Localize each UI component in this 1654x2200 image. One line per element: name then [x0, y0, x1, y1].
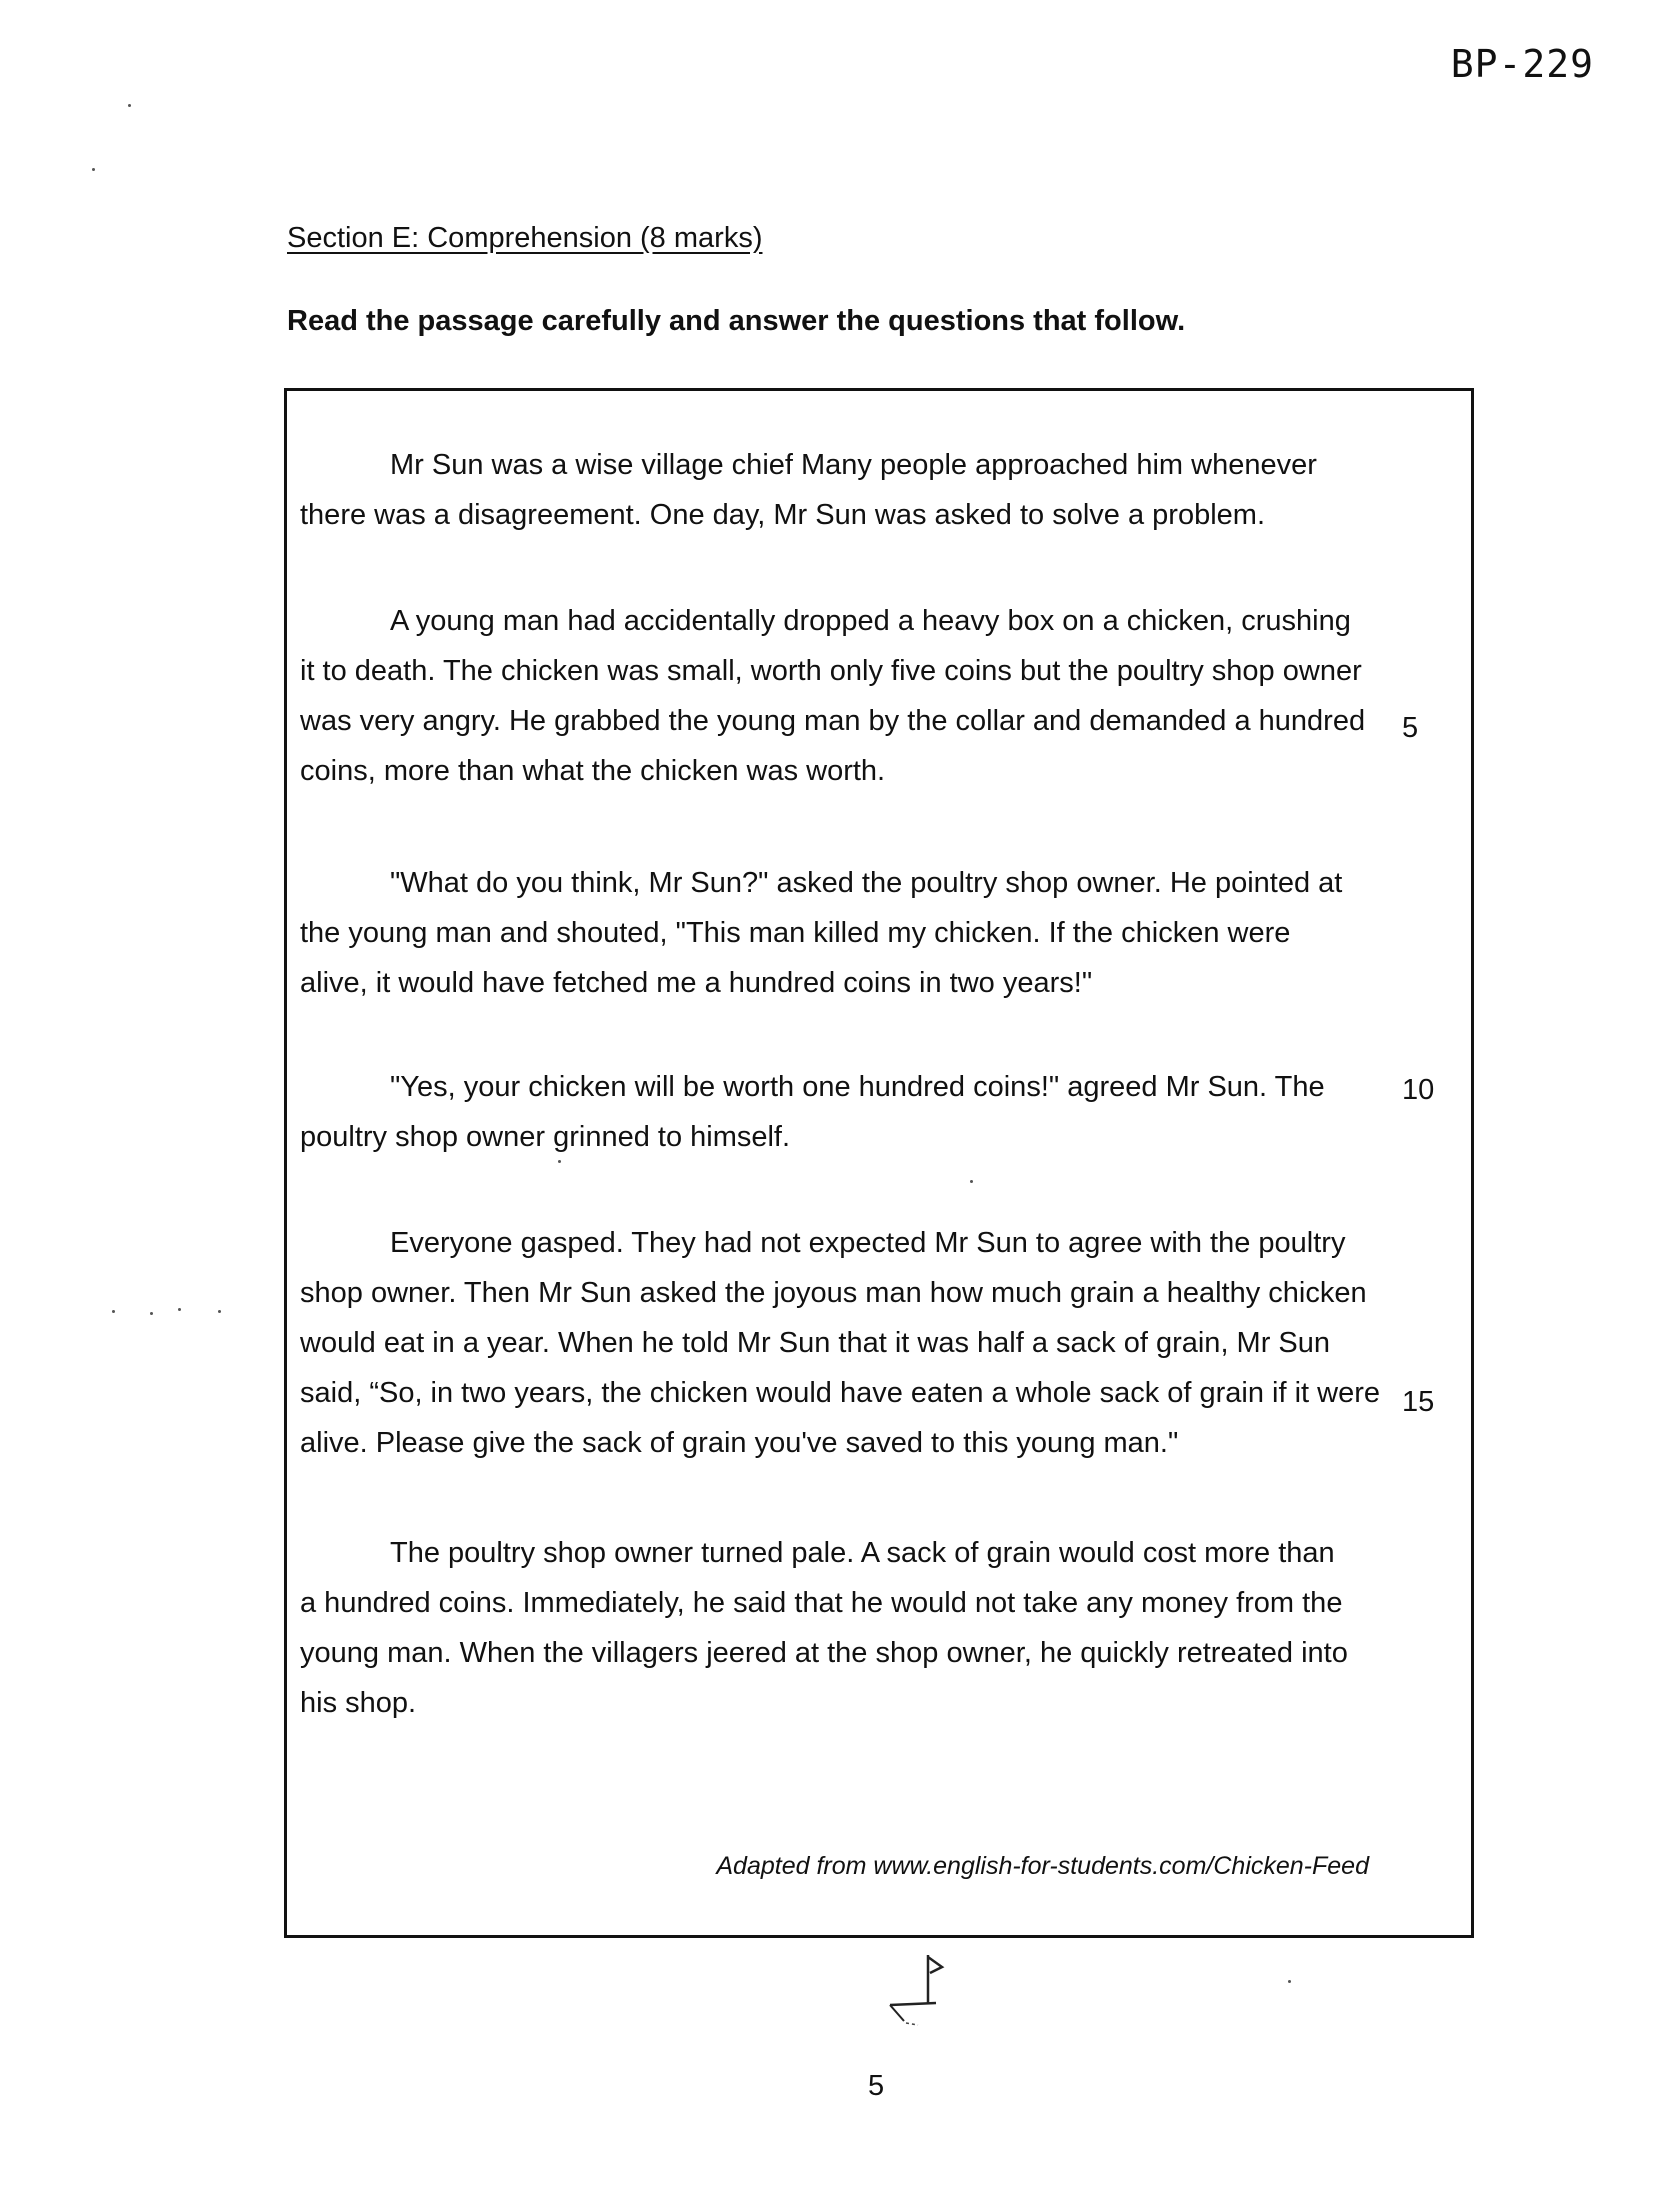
scan-speck	[218, 1310, 221, 1313]
passage-line: poultry shop owner grinned to himself.	[300, 1121, 791, 1153]
scan-speck	[150, 1312, 153, 1315]
line-number-10: 10	[1402, 1074, 1435, 1106]
section-heading: Section E: Comprehension (8 marks)	[287, 222, 763, 254]
scan-speck	[128, 104, 131, 107]
scan-speck	[92, 168, 95, 171]
passage-line: alive, it would have fetched me a hundred coins in two years!"	[300, 967, 1093, 999]
passage-paragraph-4	[300, 1062, 1382, 1162]
scan-speck	[1288, 1980, 1291, 1983]
line-number-15: 15	[1402, 1386, 1435, 1418]
passage-line: coins, more than what the chicken was worth.	[300, 755, 886, 787]
passage-line: A young man had accidentally dropped a heavy box on a chicken, crushing	[390, 605, 1351, 637]
passage-paragraph-2	[300, 596, 1382, 796]
scan-speck	[970, 1180, 973, 1183]
passage-line: Everyone gasped. They had not expected Mr Sun to agree with the poultry	[390, 1227, 1346, 1259]
passage-line: The poultry shop owner turned pale. A sack of grain would cost more than	[390, 1537, 1335, 1569]
passage-paragraph-6	[300, 1528, 1382, 1728]
passage-line: there was a disagreement. One day, Mr Sun was asked to solve a problem.	[300, 499, 1266, 531]
page-number: 5	[868, 2070, 885, 2102]
passage-paragraph-5	[300, 1218, 1382, 1468]
scan-speck	[112, 1310, 115, 1313]
line-number-5: 5	[1402, 712, 1419, 744]
scan-speck	[178, 1308, 181, 1311]
passage-line: was very angry. He grabbed the young man by the collar and demanded a hundred	[300, 705, 1366, 737]
passage-source: Adapted from www.english-for-students.com/Chicken-Feed	[716, 1852, 1369, 1880]
passage-line: would eat in a year. When he told Mr Sun that it was half a sack of grain, Mr Sun	[300, 1327, 1331, 1359]
passage-line: shop owner. Then Mr Sun asked the joyous man how much grain a healthy chicken	[300, 1277, 1367, 1309]
passage-line: young man. When the villagers jeered at the shop owner, he quickly retreated into	[300, 1637, 1348, 1669]
passage-paragraph-3	[300, 858, 1382, 1008]
passage-line: alive. Please give the sack of grain you've saved to this young man."	[300, 1427, 1179, 1459]
passage-line: said, “So, in two years, the chicken would have eaten a whole sack of grain if it were	[300, 1377, 1381, 1409]
flag-doodle	[870, 1945, 980, 2035]
passage-line: the young man and shouted, "This man killed my chicken. If the chicken were	[300, 917, 1291, 949]
passage-line: a hundred coins. Immediately, he said that he would not take any money from the	[300, 1587, 1343, 1619]
page-code: BP-229	[1450, 42, 1594, 86]
passage-line: Mr Sun was a wise village chief Many people approached him whenever	[390, 449, 1317, 481]
scan-speck	[558, 1160, 561, 1163]
passage-paragraph-1	[300, 440, 1382, 540]
passage-line: it to death. The chicken was small, worth only five coins but the poultry shop owner	[300, 655, 1362, 687]
passage-line: "What do you think, Mr Sun?" asked the poultry shop owner. He pointed at	[390, 867, 1343, 899]
passage-line: his shop.	[300, 1687, 417, 1719]
passage-line: "Yes, your chicken will be worth one hundred coins!" agreed Mr Sun. The	[390, 1071, 1325, 1103]
instruction-text: Read the passage carefully and answer the questions that follow.	[287, 305, 1186, 337]
